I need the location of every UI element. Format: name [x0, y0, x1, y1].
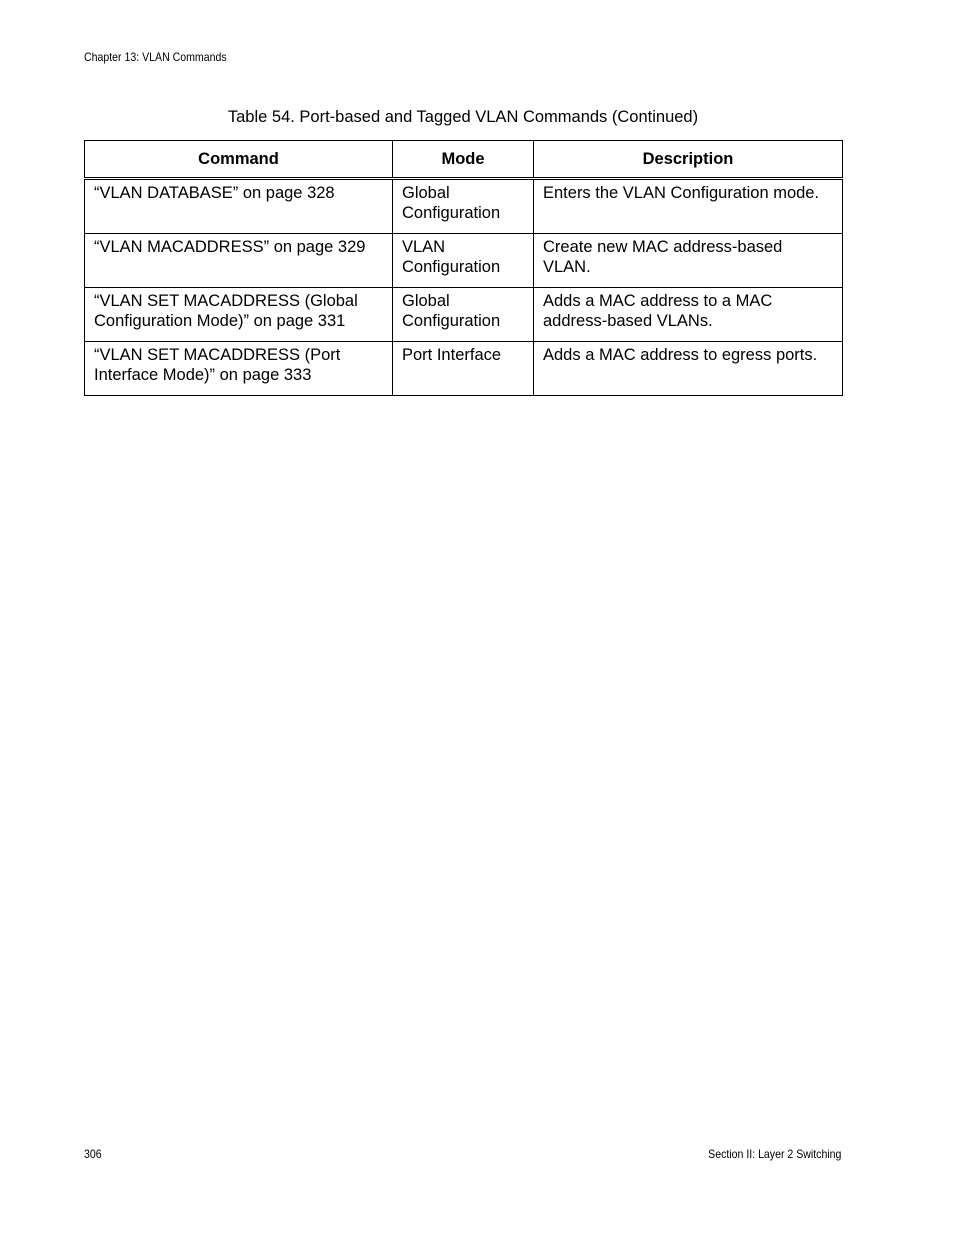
- mode-cell: Global Configuration: [393, 179, 534, 234]
- description-cell: Adds a MAC address to egress ports.: [534, 342, 843, 396]
- column-header-command: Command: [85, 141, 393, 179]
- column-header-description: Description: [534, 141, 843, 179]
- table-row: [85, 234, 843, 288]
- table-header-row: [85, 141, 843, 179]
- mode-cell: VLAN Configuration: [393, 234, 534, 288]
- column-header-mode: Mode: [393, 141, 534, 179]
- command-cell[interactable]: “VLAN SET MACADDRESS (Global Configuration Mode)” on page 331: [85, 288, 393, 342]
- description-cell: Adds a MAC address to a MAC address-based VLANs.: [534, 288, 843, 342]
- table-row: [85, 342, 843, 396]
- mode-cell: Port Interface: [393, 342, 534, 396]
- running-header: Chapter 13: VLAN Commands: [84, 50, 227, 64]
- mode-cell: Global Configuration: [393, 288, 534, 342]
- page-number: 306: [84, 1147, 102, 1161]
- command-cell[interactable]: “VLAN SET MACADDRESS (Port Interface Mode)” on page 333: [85, 342, 393, 396]
- vlan-commands-table: [84, 140, 843, 396]
- command-cell[interactable]: “VLAN MACADDRESS” on page 329: [85, 234, 393, 288]
- section-title: Section II: Layer 2 Switching: [707, 1147, 841, 1161]
- table-caption: Table 54. Port-based and Tagged VLAN Commands (Continued): [227, 108, 699, 126]
- table-row: [85, 179, 843, 234]
- description-cell: Create new MAC address-based VLAN.: [534, 234, 843, 288]
- table-row: [85, 288, 843, 342]
- description-cell: Enters the VLAN Configuration mode.: [534, 179, 843, 234]
- command-cell[interactable]: “VLAN DATABASE” on page 328: [85, 179, 393, 234]
